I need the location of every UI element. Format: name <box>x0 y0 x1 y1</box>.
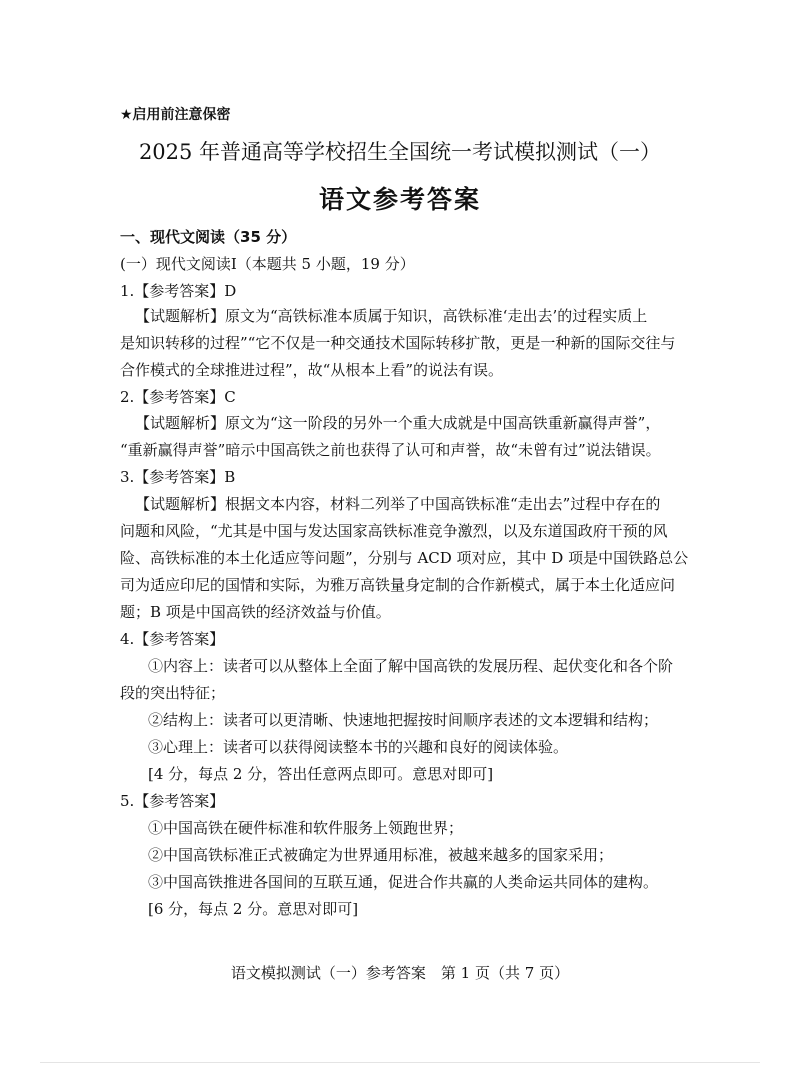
bottom-divider <box>40 1062 760 1063</box>
q3-explain-line: 问题和风险，“尤其是中国与发达国家高铁标准竞争激烈，以及东道国政府干预的风 <box>120 522 668 540</box>
q3-explain-line: 司为适应印尼的国情和实际，为雅万高铁量身定制的合作新模式，属于本土化适应问 <box>120 576 676 594</box>
q1-explain-line: 是知识转移的过程”“它不仅是一种交通技术国际转移扩散，更是一种新的国际交往与 <box>120 334 676 352</box>
part-heading: (一）现代文阅读Ⅰ（本题共 5 小题，19 分） <box>120 255 415 273</box>
q1-answer: 1.【参考答案】D <box>120 282 237 300</box>
q3-explain-line: 【试题解析】根据文本内容，材料二列举了中国高铁标准“走出去”过程中存在的 <box>135 495 661 513</box>
q3-explain-line: 险、高铁标准的本土化适应等问题”，分别与 ACD 项对应，其中 D 项是中国铁路总公 <box>120 549 689 567</box>
q4-scoring-note: [4 分，每点 2 分，答出任意两点即可。意思对即可] <box>148 765 494 783</box>
page-footer: 语文模拟测试（一）参考答案 第 1 页（共 7 页） <box>230 964 570 982</box>
q4-point: ②结构上：读者可以更清晰、快速地把握按时间顺序表述的文本逻辑和结构； <box>148 711 659 729</box>
q1-explain-line: 【试题解析】原文为“高铁标准本质属于知识，高铁标准‘走出去’的过程实质上 <box>135 307 648 325</box>
q4-point: ①内容上：读者可以从整体上全面了解中国高铁的发展历程、起伏变化和各个阶 <box>148 657 674 675</box>
q5-answer: 5.【参考答案】 <box>120 792 225 810</box>
q3-explain-line: 题；B 项是中国高铁的经济效益与价值。 <box>120 603 391 621</box>
q5-point: ①中国高铁在硬件标准和软件服务上领跑世界； <box>148 819 464 837</box>
exam-title: 2025 年普通高等学校招生全国统一考试模拟测试（一） <box>138 140 662 164</box>
q2-answer: 2.【参考答案】C <box>120 388 236 406</box>
q4-point: ③心理上：读者可以获得阅读整本书的兴趣和良好的阅读体验。 <box>148 738 569 756</box>
q4-point: 段的突出特征； <box>120 684 226 702</box>
section-heading: 一、现代文阅读（35 分） <box>120 228 297 246</box>
q5-scoring-note: [6 分，每点 2 分。意思对即可] <box>148 900 359 918</box>
q5-point: ③中国高铁推进各国间的互联互通，促进合作共赢的人类命运共同体的建构。 <box>148 873 659 891</box>
q5-point: ②中国高铁标准正式被确定为世界通用标准，被越来越多的国家采用； <box>148 846 614 864</box>
q2-explain-line: “重新赢得声誉”暗示中国高铁之前也获得了认可和声誉，故“未曾有过”说法错误。 <box>120 441 661 459</box>
q3-answer: 3.【参考答案】B <box>120 468 236 486</box>
confidential-mark: ★启用前注意保密 <box>120 107 231 123</box>
q4-answer: 4.【参考答案】 <box>120 630 225 648</box>
q2-explain-line: 【试题解析】原文为“这一阶段的另外一个重大成就是中国高铁重新赢得声誉”， <box>135 414 661 432</box>
document-subtitle: 语文参考答案 <box>318 185 481 214</box>
q1-explain-line: 合作模式的全球推进过程”，故“从根本上看”的说法有误。 <box>120 361 504 379</box>
